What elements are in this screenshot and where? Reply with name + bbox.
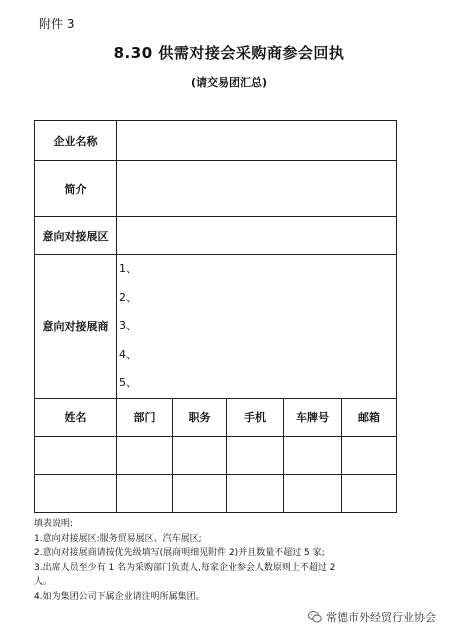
instructions-heading: 填表说明: [34,519,74,529]
attendee-cell[interactable] [35,436,117,474]
column-header-department: 部门 [117,398,173,436]
instruction-item: 1.意向对接展区:服务贸易展区、汽车展区; [34,533,202,544]
exhibitor-field[interactable] [117,255,397,399]
column-header-mobile: 手机 [227,398,284,436]
instruction-item: 4.如为集团公司下属企业请注明所属集团。 [34,591,205,602]
column-header-name: 姓名 [35,398,117,436]
document-subtitle: (请交易团汇总) [190,76,268,89]
exhibition-area-field[interactable] [117,217,397,255]
attendee-header-row [35,398,397,436]
exhibitor-option-3: 3、 [119,319,137,333]
exhibitor-option-5: 5、 [119,376,137,390]
attendee-cell[interactable] [117,436,173,474]
column-header-position: 职务 [173,398,227,436]
exhibitor-option-1: 1、 [119,262,137,275]
instruction-item: 2.意向对接展商请按优先级填写(展商明细见附件 2)并且数量不超过 5 家; [34,548,325,558]
document-title: 8.30 供需对接会采购商参会回执 [113,44,345,62]
instruction-item: 3.出席人员至少有 1 名为采购部门负责人,每家企业参会人数原则上不超过 2 [34,562,336,573]
attendee-cell[interactable] [35,474,117,512]
wechat-icon [308,611,322,623]
attendee-cell[interactable] [227,436,284,474]
watermark [308,609,436,625]
attendee-cell[interactable] [342,474,397,512]
exhibitor-label: 意向对接展商 [35,255,117,399]
exhibition-area-label: 意向对接展区 [35,217,117,255]
attendee-cell[interactable] [284,474,342,512]
company-name-row [35,121,397,161]
attendee-row [35,436,397,474]
watermark-text: 常德市外经贸行业协会 [326,611,436,624]
attachment-label: 附件 3 [39,17,75,31]
attendee-cell[interactable] [284,436,342,474]
company-name-field[interactable] [117,121,397,161]
attendee-cell[interactable] [342,436,397,474]
registration-form-table [34,120,397,513]
attendee-cell[interactable] [173,436,227,474]
intro-label: 简介 [35,161,117,217]
column-header-email: 邮箱 [342,398,397,436]
exhibitor-option-2: 2、 [119,290,137,304]
intro-field[interactable] [117,161,397,217]
exhibition-area-row [35,217,397,255]
exhibitor-option-4: 4、 [119,347,137,361]
attendee-cell[interactable] [117,474,173,512]
exhibitor-row [35,255,397,399]
column-header-plate: 车牌号 [284,398,342,436]
company-name-label: 企业名称 [35,121,117,161]
attendee-cell[interactable] [227,474,284,512]
instruction-item: 人。 [34,577,53,587]
intro-row [35,161,397,217]
attendee-row [35,474,397,512]
attendee-cell[interactable] [173,474,227,512]
form-instructions [34,517,414,604]
